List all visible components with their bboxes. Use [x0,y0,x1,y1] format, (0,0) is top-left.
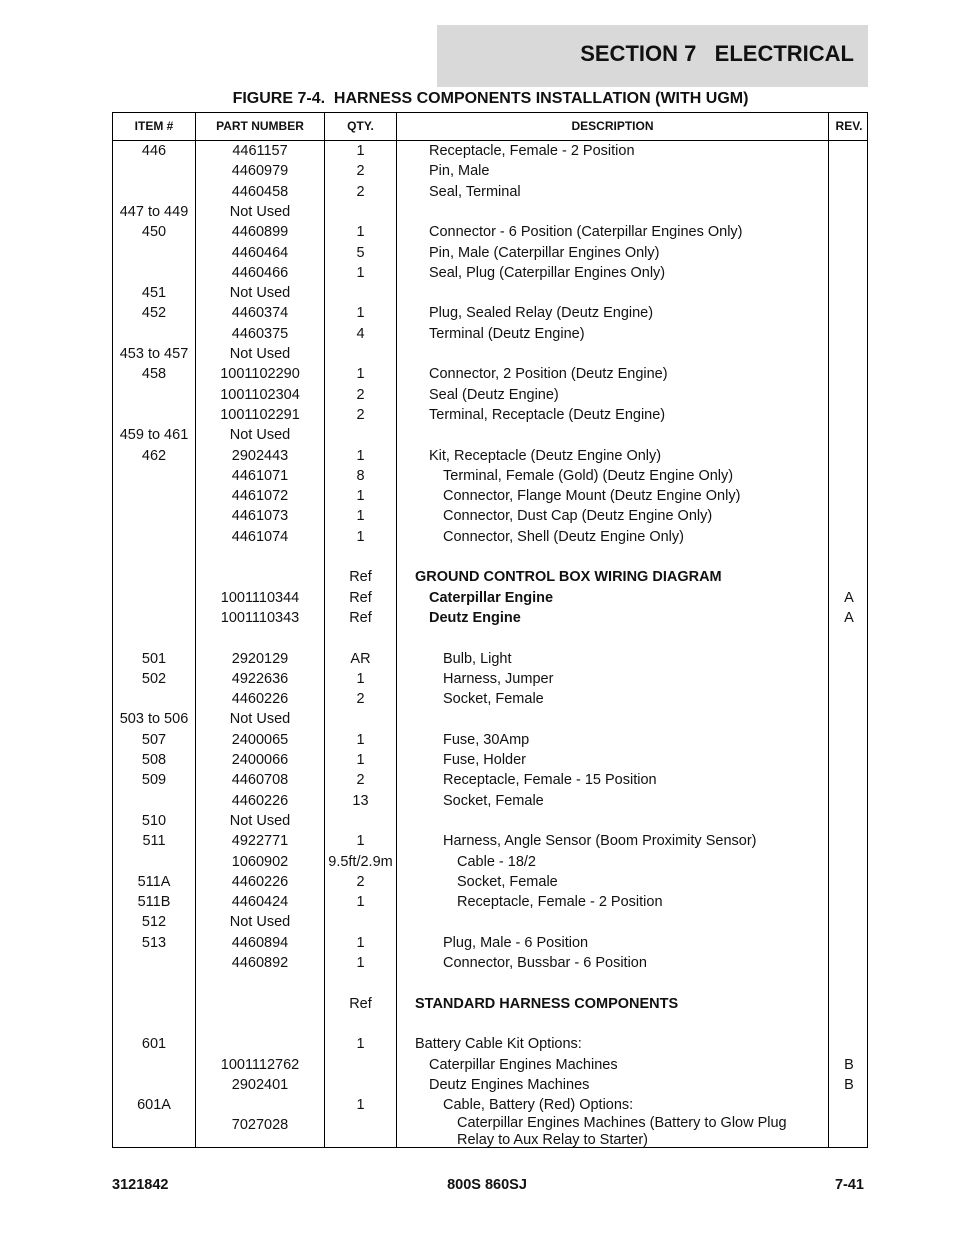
table-row [113,364,867,384]
part-number-cell: 4460894 [231,934,289,951]
table-row [113,466,867,486]
table-row [113,425,867,445]
table-row [113,263,867,283]
part-number-cell: 4460226 [231,691,289,708]
table-row [113,973,867,993]
qty-cell: 1 [356,224,365,241]
description-cell: Socket, Female [443,691,544,708]
table-row [113,567,867,587]
qty-cell: 1 [356,488,365,505]
description-cell: Pin, Male [429,163,490,180]
part-number-cell: 4461074 [231,528,289,545]
table-row [113,506,867,526]
qty-cell: 2 [356,406,365,423]
qty-cell: 2 [356,163,365,180]
description-cell: Terminal, Female (Gold) (Deutz Engine Only) [443,467,734,484]
description-cell: Connector, 2 Position (Deutz Engine) [429,366,668,383]
qty-cell: 13 [352,792,369,809]
qty-cell: 1 [356,366,365,383]
item-cell: 502 [141,670,167,687]
item-cell: 513 [141,934,167,951]
description-cell: Terminal (Deutz Engine) [429,325,585,342]
table-row [113,141,867,161]
footer-model: 800S 860SJ [447,1177,527,1193]
item-cell: 601A [137,1097,171,1114]
part-number-cell: Not Used [229,711,291,728]
description-cell: Caterpillar Engine [429,589,554,606]
description-cell: Harness, Angle Sensor (Boom Proximity Sensor) [443,833,757,850]
description-cell: Bulb, Light [443,650,512,667]
table-row [113,872,867,892]
qty-cell: 1 [356,752,365,768]
table-row [113,831,867,851]
table-row [113,994,867,1014]
table-row [113,689,867,709]
qty-cell: AR [350,650,371,667]
qty-cell: 4 [356,325,365,342]
table-row [113,385,867,405]
item-cell: 511B [137,894,171,911]
part-number-cell: 2920129 [231,650,289,667]
qty-cell: 2 [356,873,365,890]
description-cell: Cable - 18/2 [457,853,536,870]
qty-cell: 2 [356,386,365,403]
description-cell: Receptacle, Female - 2 Position [457,894,663,911]
description-cell: Connector, Shell (Deutz Engine Only) [443,528,684,545]
table-row [113,892,867,912]
qty-cell: 9.5ft/2.9m [328,853,393,870]
table-row [113,161,867,181]
table-row [113,953,867,973]
rev-cell: A [844,589,854,606]
item-cell: 451 [141,285,167,302]
item-cell: 459 to 461 [119,427,189,444]
figure-title: FIGURE 7-4. HARNESS COMPONENTS INSTALLATION (WITH UGM) [232,90,749,107]
part-number-cell: 1001102304 [220,386,300,403]
table-row [113,1115,867,1149]
table-row [113,182,867,202]
table-row [113,791,867,811]
description-cell: Battery Cable Kit Options: [415,1036,582,1053]
part-number-cell: 2902401 [231,1076,289,1093]
description-cell: Seal (Deutz Engine) [429,386,559,403]
qty-cell: Ref [349,609,372,626]
description-cell: Connector - 6 Position (Caterpillar Engines Only) [429,224,743,241]
part-number-cell: 4460899 [231,224,289,241]
qty-cell: 1 [356,447,365,464]
description-cell: Kit, Receptacle (Deutz Engine Only) [429,447,662,464]
qty-cell: 1 [356,305,365,322]
table-row [113,222,867,242]
part-number-cell: 1060902 [231,853,289,870]
part-number-cell: 4460892 [231,955,289,971]
item-cell: 447 to 449 [119,203,189,220]
item-cell: 507 [141,731,167,748]
table-row [113,446,867,466]
item-cell: 501 [141,650,167,667]
qty-cell: Ref [349,569,372,586]
table-row [113,1095,867,1115]
qty-cell: Ref [349,995,372,1012]
rev-cell: B [844,1076,854,1093]
item-cell: 601 [141,1036,167,1053]
part-number-cell: 2400065 [231,731,289,748]
part-number-cell: 4460374 [231,305,289,322]
section-header [437,25,868,87]
part-number-cell: Not Used [229,203,291,220]
part-number-cell: Not Used [229,427,291,444]
qty-cell: 1 [356,143,365,159]
table-row [113,1014,867,1034]
description-cell: Fuse, Holder [443,752,527,768]
description-cell: Harness, Jumper [443,670,554,687]
table-row [113,303,867,323]
footer-doc-number: 3121842 [112,1177,169,1193]
part-number-cell: 4461157 [232,143,288,159]
header-qty: QTY. [347,119,374,133]
item-cell: 458 [141,366,167,383]
description-cell: Seal, Plug (Caterpillar Engines Only) [429,264,666,281]
part-number-cell: 4460375 [231,325,289,342]
qty-cell: 1 [356,934,365,951]
table-row [113,750,867,770]
item-cell: 462 [141,447,167,464]
item-cell: 508 [141,752,167,768]
table-row [113,324,867,344]
description-cell: Caterpillar Engines Machines [429,1056,618,1073]
qty-cell: 2 [356,183,365,200]
description-cell: Pin, Male (Caterpillar Engines Only) [429,244,660,261]
table-row [113,1075,867,1095]
description-cell: Plug, Sealed Relay (Deutz Engine) [429,305,654,322]
item-cell: 452 [141,305,167,322]
table-row [113,852,867,872]
description-cell: Caterpillar Engines Machines (Battery to Glow Plug Relay to Aux Relay to Starter) [457,1115,787,1149]
part-number-cell: Not Used [229,914,291,931]
part-number-cell: 2902443 [231,447,289,464]
description-cell: Seal, Terminal [429,183,521,200]
rev-cell: B [844,1056,854,1073]
part-number-cell: Not Used [229,812,291,829]
table-row [113,283,867,303]
part-number-cell: 4460979 [231,163,289,180]
part-number-cell: Not Used [229,346,291,362]
table-row [113,243,867,263]
part-number-cell: 4460226 [231,792,289,809]
parts-table [112,112,868,1148]
table-row [113,588,867,608]
table-row [113,628,867,648]
description-cell: Deutz Engines Machines [429,1076,590,1093]
table-row [113,1034,867,1054]
description-cell: Socket, Female [443,792,544,809]
part-number-cell: 1001112762 [220,1056,300,1073]
part-number-cell: 4461073 [231,508,289,525]
description-cell: Deutz Engine [429,609,521,626]
table-row [113,405,867,425]
qty-cell: 1 [356,264,365,281]
table-row [113,912,867,932]
description-cell: Connector, Dust Cap (Deutz Engine Only) [443,508,713,525]
qty-cell: 2 [356,691,365,708]
description-cell: STANDARD HARNESS COMPONENTS [415,995,679,1012]
part-number-cell: 2400066 [231,752,289,768]
item-cell: 503 to 506 [119,711,189,728]
rev-cell: A [844,609,854,626]
part-number-cell: 4460226 [231,873,289,890]
qty-cell: 5 [356,244,365,261]
qty-cell: 8 [356,467,365,484]
part-number-cell: 1001110344 [220,589,300,606]
description-cell: GROUND CONTROL BOX WIRING DIAGRAM [415,569,722,586]
section-title: SECTION 7 ELECTRICAL [580,41,854,66]
qty-cell: 1 [356,833,365,850]
description-cell: Fuse, 30Amp [443,731,530,748]
description-cell: Connector, Flange Mount (Deutz Engine Only) [443,488,741,505]
part-number-cell: 4922636 [231,670,289,687]
item-cell: 446 [141,143,167,159]
part-number-cell: 4461071 [231,467,289,484]
item-cell: 453 to 457 [119,346,189,362]
table-row [113,709,867,729]
table-row [113,486,867,506]
part-number-cell: 4460464 [231,244,289,261]
header-part-number: PART NUMBER [216,119,304,133]
description-cell: Cable, Battery (Red) Options: [443,1097,634,1114]
description-cell: Connector, Bussbar - 6 Position [443,955,647,971]
qty-cell: 1 [356,528,365,545]
qty-cell: 1 [356,955,365,971]
table-row [113,202,867,222]
part-number-cell: 1001102291 [220,406,300,423]
table-row [113,527,867,547]
qty-cell: 1 [356,1097,365,1114]
footer-page-number: 7-41 [834,1177,864,1193]
qty-cell: 1 [356,670,365,687]
item-cell: 512 [141,914,167,931]
part-number-cell: 1001102290 [220,366,300,383]
description-cell: Receptacle, Female - 2 Position [429,143,635,159]
part-number-cell: 1001110343 [220,609,300,626]
item-cell: 511A [137,873,171,890]
qty-cell: 1 [356,731,365,748]
table-row [113,770,867,790]
item-cell: 450 [141,224,167,241]
qty-cell: Ref [349,589,372,606]
table-row [113,649,867,669]
description-cell: Terminal, Receptacle (Deutz Engine) [429,406,666,423]
table-row [113,608,867,628]
header-item: ITEM # [134,119,174,133]
table-row [113,547,867,567]
item-cell: 510 [141,812,167,829]
table-row [113,1055,867,1075]
part-number-cell: 4461072 [231,488,289,505]
description-cell: Receptacle, Female - 15 Position [443,772,657,789]
qty-cell: 1 [356,894,365,911]
item-cell: 511 [142,833,166,850]
header-rev: REV. [835,119,863,133]
part-number-cell: 4922771 [231,833,289,850]
table-row [113,811,867,831]
qty-cell: 1 [356,508,365,525]
part-number-cell: 7027028 [231,1117,289,1134]
description-cell: Plug, Male - 6 Position [443,934,589,951]
part-number-cell: Not Used [229,285,291,302]
description-cell: Socket, Female [457,873,558,890]
part-number-cell: 4460466 [231,264,289,281]
table-row [113,933,867,953]
part-number-cell: 4460458 [231,183,289,200]
table-row [113,730,867,750]
item-cell: 509 [141,772,167,789]
header-description: DESCRIPTION [571,119,654,133]
part-number-cell: 4460708 [231,772,289,789]
qty-cell: 2 [356,772,365,789]
table-row [113,669,867,689]
table-row [113,344,867,364]
qty-cell: 1 [356,1036,365,1053]
part-number-cell: 4460424 [231,894,289,911]
